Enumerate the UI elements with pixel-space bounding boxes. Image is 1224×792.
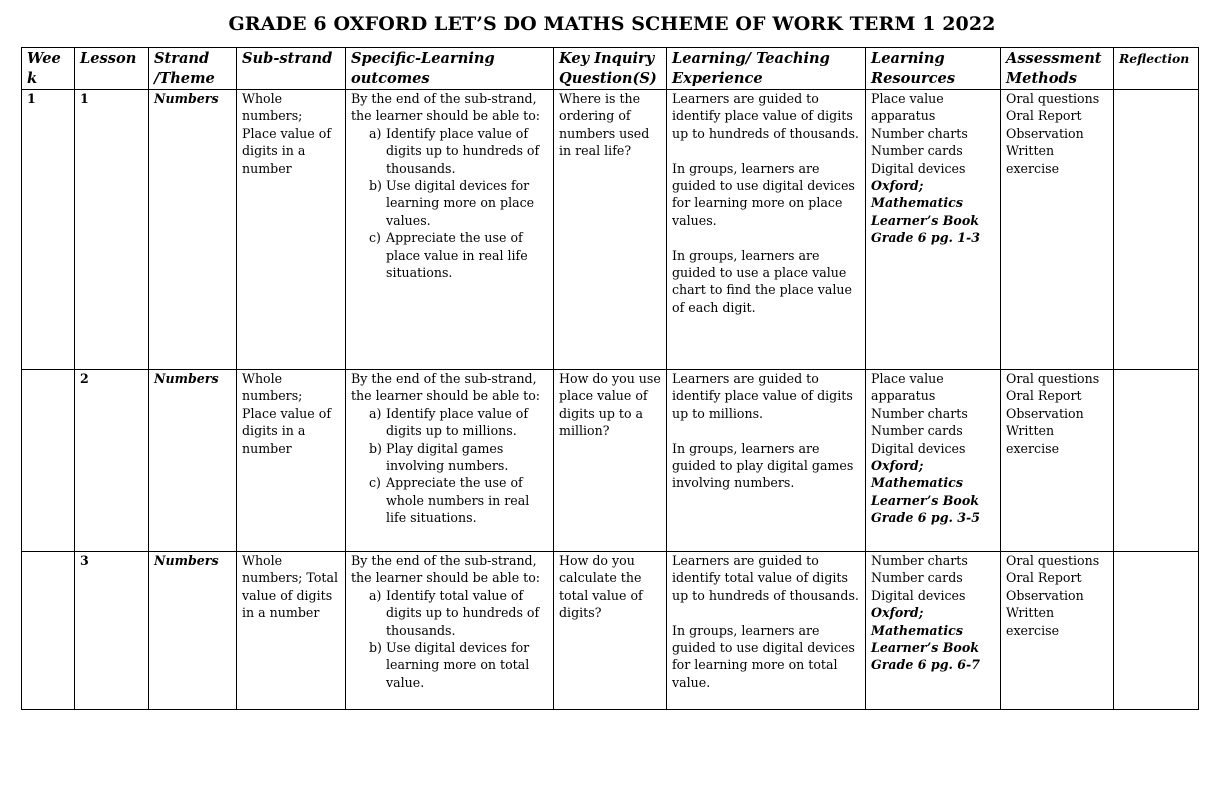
strand-cell: Numbers [149,370,237,552]
experience-paragraph: In groups, learners are guided to play digital games involving numbers. [672,440,854,491]
textbook-reference: Oxford; [871,458,924,474]
resource-item: Number charts [871,125,968,141]
resource-item: Number charts [871,405,968,421]
experience-cell [667,370,866,552]
assessment-method: Written exercise [1006,423,1060,456]
experience-paragraph: Learners are guided to identify total value of digits up to hundreds of thousands. [672,553,859,603]
substrand-cell: Whole numbers; Place value of digits in a number [237,370,346,552]
resource-item: Digital devices [871,160,966,176]
inquiry-question-cell: How do you use place value of digits up to a million? [554,370,667,552]
resource-item: Place value apparatus [871,91,944,124]
resource-item: Digital devices [871,440,966,456]
experience-paragraph: In groups, learners are guided to use a place value chart to find the place value of each digit. [672,247,852,315]
outcome-marker: c) [369,230,381,246]
outcome-item [351,405,548,440]
inquiry-question-cell: Where is the ordering of numbers used in real life? [554,90,667,370]
outcome-text: Identify place value of digits up to hundreds of thousands. [386,125,540,176]
outcome-text: Play digital games involving numbers. [386,440,509,474]
resource-item: Number cards [871,423,963,439]
outcome-item [351,587,548,639]
outcome-text: Use digital devices for learning more on place values. [386,178,535,228]
table-row [22,370,1199,552]
outcome-text: Identify place value of digits up to millions. [386,405,529,439]
assessment-method: Oral Report [1006,108,1082,124]
outcome-text: Appreciate the use of place value in real life situations. [386,230,528,281]
header-lesson: Lesson [75,48,149,90]
reflection-cell [1114,552,1199,710]
experience-paragraph: Learners are guided to identify place value of digits up to millions. [672,371,853,421]
outcomes-cell [346,370,554,552]
assessment-method: Observation [1006,125,1084,141]
header-strand: Strand /Theme [149,48,237,90]
textbook-reference: Oxford; [871,605,924,621]
document-title: GRADE 6 OXFORD LET’S DO MATHS SCHEME OF WORK TERM 1 2022 [228,13,996,35]
outcome-marker: b) [369,640,382,656]
textbook-reference: Mathematics [871,475,963,491]
table-row [22,90,1199,370]
lesson-cell: 3 [75,552,149,710]
outcome-text: Identify total value of digits up to hundreds of thousands. [386,587,540,638]
header-reflection: Reflection [1114,48,1199,90]
experience-paragraph: In groups, learners are guided to use digital devices for learning more on total value. [672,622,855,690]
table-row [22,552,1199,710]
textbook-reference: Mathematics [871,622,963,638]
experience-paragraph: In groups, learners are guided to use digital devices for learning more on place values. [672,160,855,228]
textbook-reference: Learner’s Book [871,212,979,228]
assessment-method: Written exercise [1006,605,1060,638]
outcome-text: Appreciate the use of whole numbers in real life situations. [386,475,530,526]
resources-cell [866,370,1001,552]
header-specific-learning-outcomes: Specific-Learning outcomes [346,48,554,90]
outcome-item [351,440,548,475]
outcome-item [351,229,548,281]
outcomes-intro: By the end of the sub-strand, the learner should be able to: [351,553,541,586]
assessment-cell [1001,90,1114,370]
outcome-marker: c) [369,475,381,491]
outcomes-intro: By the end of the sub-strand, the learner should be able to: [351,371,541,404]
outcome-marker: a) [369,125,382,141]
outcome-marker: a) [369,405,382,421]
outcome-item [351,125,548,177]
week-cell: 1 [22,90,75,370]
resources-cell [866,90,1001,370]
outcome-marker: a) [369,587,382,603]
textbook-reference: Grade 6 pg. 6-7 [871,657,981,673]
header-sub-strand: Sub-strand [237,48,346,90]
outcome-item [351,639,548,691]
resource-item: Number charts [871,553,968,568]
strand-cell: Numbers [149,552,237,710]
outcome-text: Use digital devices for learning more on total value. [386,640,530,690]
reflection-cell [1114,370,1199,552]
resource-item: Digital devices [871,587,966,603]
textbook-reference: Grade 6 pg. 3-5 [871,510,981,526]
reflection-cell [1114,90,1199,370]
textbook-reference: Mathematics [871,195,963,211]
outcomes-intro: By the end of the sub-strand, the learner should be able to: [351,91,541,124]
header-learning-teaching-experience: Learning/ Teaching Experience [667,48,866,90]
textbook-reference: Learner’s Book [871,640,979,656]
header-key-inquiry-question: Key Inquiry Question(S) [554,48,667,90]
substrand-cell: Whole numbers; Total value of digits in a number [237,552,346,710]
header-week: Wee k [22,48,75,90]
assessment-method: Oral questions [1006,91,1100,106]
week-cell [22,552,75,710]
resource-item: Number cards [871,143,963,159]
assessment-cell [1001,552,1114,710]
experience-cell [667,552,866,710]
resources-cell [866,552,1001,710]
textbook-reference: Grade 6 pg. 1-3 [871,230,981,246]
week-cell [22,370,75,552]
header-row [22,48,1199,90]
outcome-item [351,177,548,229]
experience-cell [667,90,866,370]
assessment-method: Observation [1006,587,1084,603]
scheme-of-work-table [21,47,1199,710]
outcome-marker: b) [369,178,382,194]
textbook-reference: Oxford; [871,178,924,194]
assessment-method: Oral questions [1006,553,1100,568]
assessment-cell [1001,370,1114,552]
outcome-marker: b) [369,440,382,456]
outcomes-cell [346,90,554,370]
outcomes-cell [346,552,554,710]
outcome-item [351,474,548,526]
assessment-method: Observation [1006,405,1084,421]
assessment-method: Oral Report [1006,570,1082,586]
assessment-method: Oral questions [1006,371,1100,386]
lesson-cell: 2 [75,370,149,552]
experience-paragraph: Learners are guided to identify place value of digits up to hundreds of thousands. [672,91,859,141]
strand-cell: Numbers [149,90,237,370]
header-learning-resources: Learning Resources [866,48,1001,90]
resource-item: Place value apparatus [871,371,944,404]
lesson-cell: 1 [75,90,149,370]
inquiry-question-cell: How do you calculate the total value of digits? [554,552,667,710]
substrand-cell: Whole numbers; Place value of digits in a number [237,90,346,370]
resource-item: Number cards [871,570,963,586]
header-assessment-methods: Assessment Methods [1001,48,1114,90]
assessment-method: Oral Report [1006,388,1082,404]
textbook-reference: Learner’s Book [871,492,979,508]
assessment-method: Written exercise [1006,143,1060,176]
